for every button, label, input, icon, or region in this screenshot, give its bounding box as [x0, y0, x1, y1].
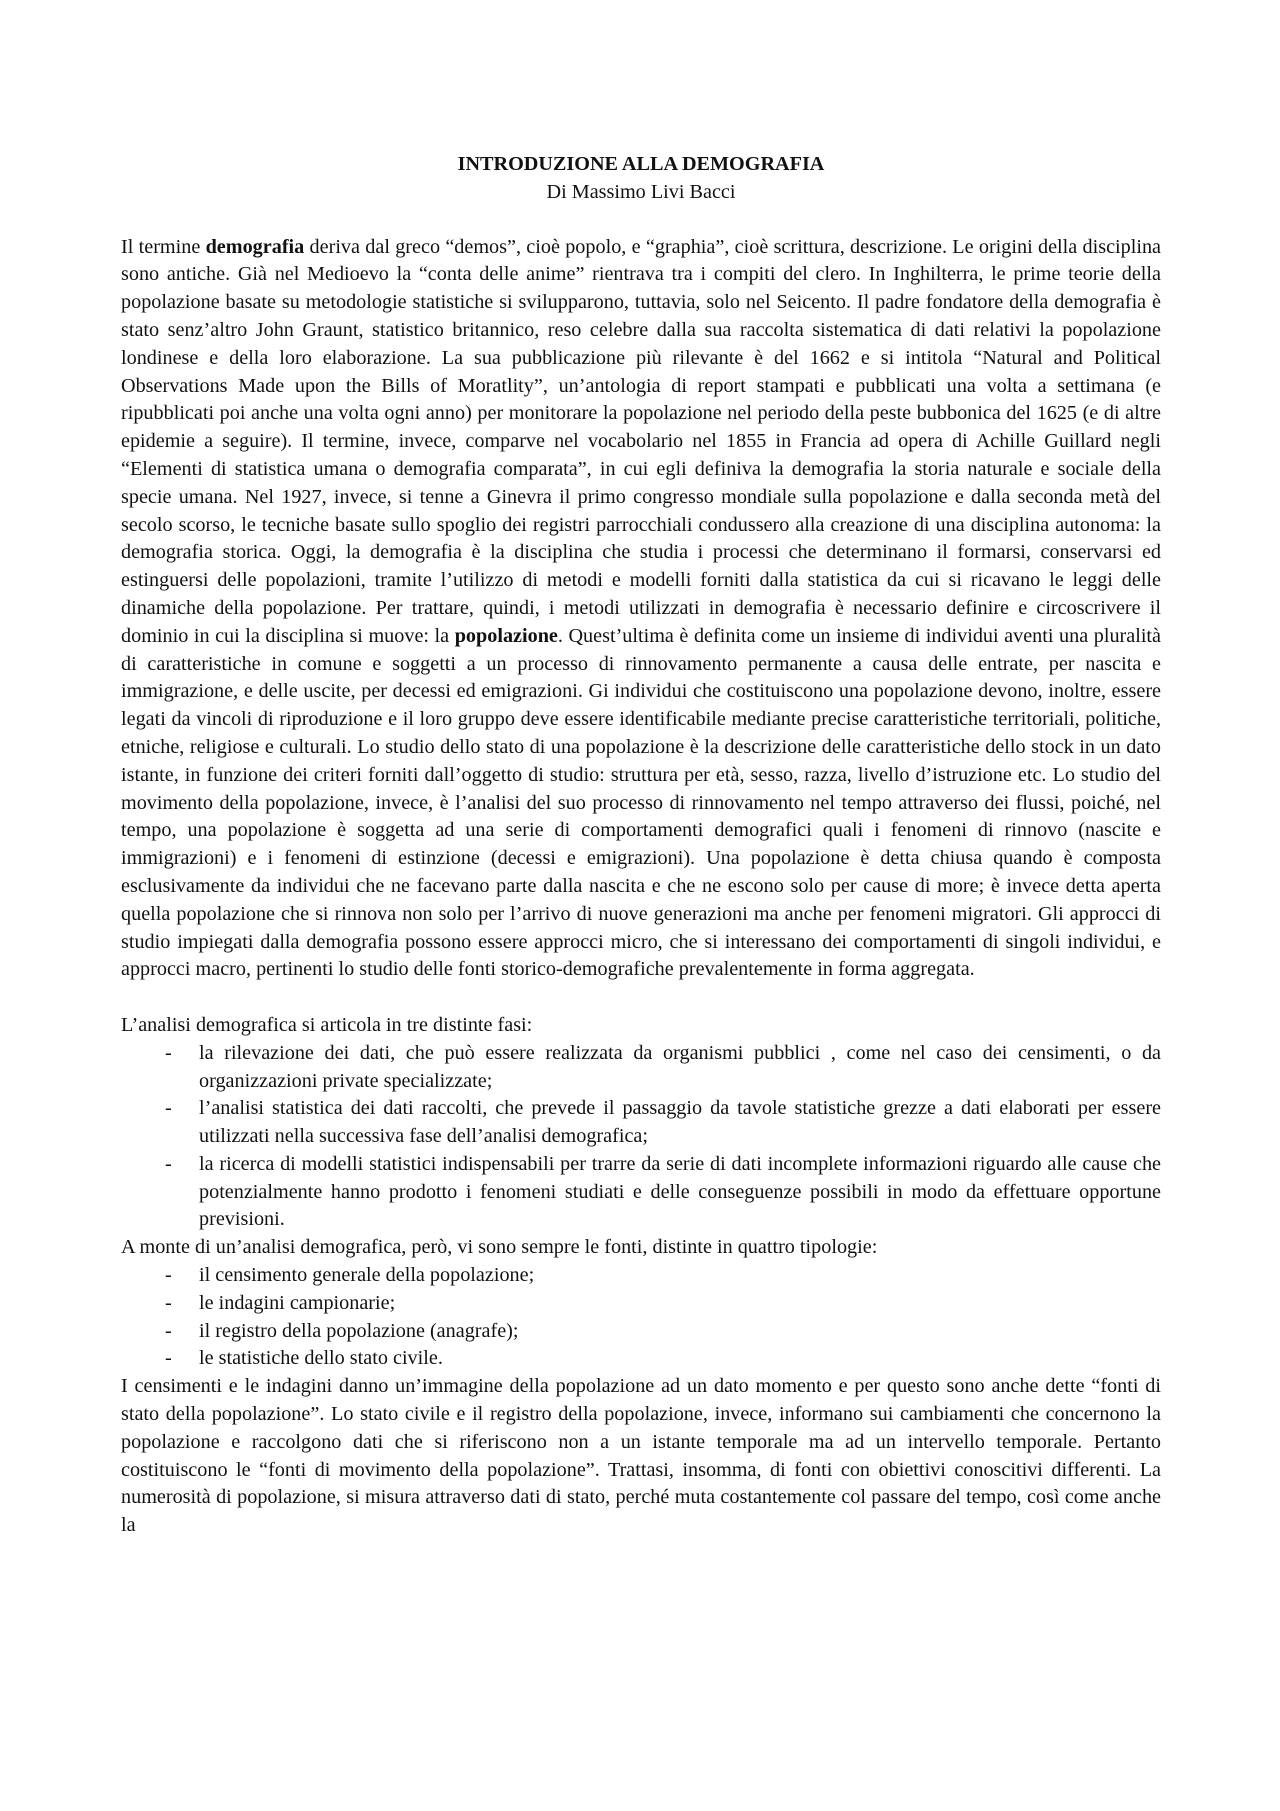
term-popolazione: popolazione — [454, 624, 558, 647]
list-dash: - — [165, 1152, 172, 1175]
list-item-text: la rilevazione dei dati, che può essere realizzata da organismi pubblici , come nel caso dei censimenti, o da organizzazioni private specializzate; — [199, 1041, 1161, 1092]
paragraph-intro-text-1: Il termine — [121, 235, 206, 258]
list-item-text: il censimento generale della popolazione; — [199, 1264, 535, 1287]
list-dash: - — [165, 1319, 172, 1342]
list-item — [121, 1095, 1161, 1151]
document-page — [121, 151, 1161, 1540]
list-item — [121, 1151, 1161, 1234]
paragraph-intro-text-2: deriva dal greco “demos”, cioè popolo, e “graphia”, cioè scrittura, descrizione. Le origini della disciplina sono antiche. Già nel Medioevo la “conta delle anime” rientrava tra i compiti del clero. In Inghilterra, le prime teorie della popolazione basate su metodologie statistiche si svilupparono, tuttavia, solo nel Seicento. Il padre fondatore della demografia è stato senz’altro John Graunt, statistico britannico, reso celebre dalla sua raccolta sistematica di dati relativi la popolazione londinese e della loro elaborazione. La sua pubblicazione più rilevante è del 1662 e si intitola “Natural and Political Observations Made upon the Bills of Moratlity”, un’antologia di report stampati e pubblicati una volta a settimana (e ripubblicati poi anche una volta ogni anno) per monitorare la popolazione nel periodo della peste bubbonica del 1625 (e di altre epidemie a seguire). Il termine, invece, comparve nel vocabolario nel 1855 in Francia ad opera di Achille Guillard negli “Elementi di statistica umana o demografia comparata”, in cui egli definiva la demografia la storia naturale e sociale della specie umana. Nel 1927, invece, si tenne a Ginevra il primo congresso mondiale sulla popolazione e dalla seconda metà del secolo scorso, le tecniche basate sullo spoglio dei registri parrocchiali condussero alla creazione di una disciplina autonoma: la demografia storica. Oggi, la demografia è la disciplina che studia i processi che determinano il formarsi, conservarsi ed estinguersi delle popolazioni, tramite l’utilizzo di metodi e modelli forniti dalla statistica da cui si ricavano le leggi delle dinamiche della popolazione. Per trattare, quindi, i metodi utilizzati in demografia è necessario definire e circoscrivere il dominio in cui la disciplina si muove: la — [121, 235, 1162, 647]
sources-intro: A monte di un’analisi demografica, però, vi sono sempre le fonti, distinte in quattro tipologie: — [121, 1236, 878, 1259]
list-item-text: le indagini campionarie; — [199, 1291, 396, 1314]
list-item — [121, 1290, 1161, 1318]
list-dash: - — [165, 1347, 172, 1370]
list-dash: - — [165, 1041, 172, 1064]
list-item — [121, 1345, 1161, 1373]
paragraph-intro-text-3: . Quest’ultima è definita come un insieme di individui aventi una pluralità di caratteristiche in comune e soggetti a un processo di rinnovamento permanente a causa delle entrate, per nascita e immigrazione, e delle uscite, per decessi ed emigrazioni. Gi individui che costituiscono una popolazione devono, inoltre, essere legati da vincoli di riproduzione e il loro gruppo deve essere identificabile mediante precise caratteristiche territoriali, politiche, etniche, religiose e culturali. Lo studio dello stato di una popolazione è la descrizione delle caratteristiche dello stock in un dato istante, in funzione dei criteri forniti dall’oggetto di studio: struttura per età, sesso, razza, livello d’istruzione etc. Lo studio del movimento della popolazione, invece, è l’analisi del suo processo di rinnovamento nel tempo attraverso dei flussi, poiché, nel tempo, una popolazione è soggetta ad una serie di comportamenti demografici quali i fenomeni di rinnovo (nascite e immigrazioni) e i fenomeni di estinzione (decessi e emigrazioni). Una popolazione è detta chiusa quando è composta esclusivamente da individui che ne facevano parte dalla nascita e che ne escono solo per cause di more; è invece detta aperta quella popolazione che si rinnova non solo per l’arrivo di nuove generazioni ma anche per fenomeni migratori. Gli approcci di studio impiegati dalla demografia possono essere approcci micro, che si interessano dei comportamenti di singoli individui, e approcci macro, pertinenti lo studio delle fonti storico-demografiche prevalentemente in forma aggregata. — [121, 624, 1162, 981]
list-item-text: il registro della popolazione (anagrafe); — [199, 1319, 519, 1342]
list-dash: - — [165, 1264, 172, 1287]
sources-list — [121, 1262, 1161, 1373]
list-item-text: le statistiche dello stato civile. — [199, 1347, 443, 1370]
term-demografia: demografia — [205, 235, 305, 258]
paragraph-sources-explanation: I censimenti e le indagini danno un’immagine della popolazione ad un dato momento e per questo sono anche dette “fonti di stato della popolazione”. Lo stato civile e il registro della popolazione, invece, informano sui cambiamenti che concernono la popolazione e raccolgono dati che si riferiscono non a un istante temporale ma ad un intervello temporale. Pertanto costituiscono le “fonti di movimento della popolazione”. Trattasi, insomma, di fonti con obiettivi conoscitivi differenti. La numerosità di popolazione, si misura attraverso dati di stato, perché muta costantemente col passare del tempo, così come anche la — [121, 1375, 1161, 1537]
document-title: INTRODUZIONE ALLA DEMOGRAFIA — [457, 153, 825, 175]
list-item — [121, 1318, 1161, 1346]
phases-list — [121, 1040, 1161, 1235]
list-item-text: la ricerca di modelli statistici indispensabili per trarre da serie di dati incomplete informazioni riguardo alle cause che potenzialmente hanno prodotto i fenomeni studiati e delle conseguenze possibili in modo da effettuare opportune previsioni. — [199, 1152, 1161, 1231]
document-author: Di Massimo Livi Bacci — [546, 180, 736, 203]
list-item — [121, 1040, 1161, 1096]
paragraph-intro — [121, 234, 1161, 985]
list-dash: - — [165, 1097, 172, 1120]
phases-intro: L’analisi demografica si articola in tre distinte fasi: — [121, 1013, 533, 1036]
list-item-text: l’analisi statistica dei dati raccolti, che prevede il passaggio da tavole statistiche grezze a dati elaborati per essere utilizzati nella successiva fase dell’analisi demografica; — [199, 1097, 1161, 1148]
list-item — [121, 1262, 1161, 1290]
list-dash: - — [165, 1291, 172, 1314]
